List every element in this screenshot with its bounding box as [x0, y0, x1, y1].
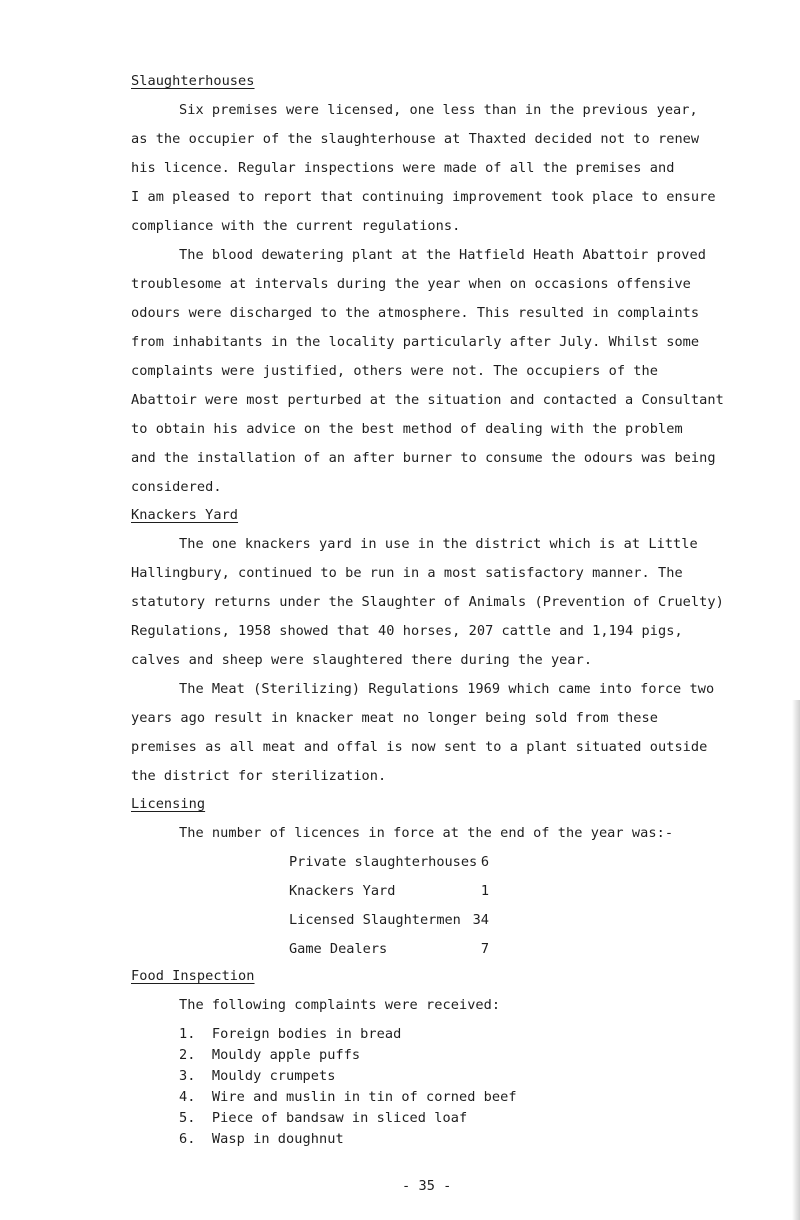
list-item: 4. Wire and muslin in tin of corned beef	[179, 1089, 517, 1105]
text-line: statutory returns under the Slaughter of Animals (Prevention of Cruelty)	[131, 594, 724, 610]
list-item: 2. Mouldy apple puffs	[179, 1047, 361, 1063]
licence-type: Private slaughterhouses	[289, 854, 478, 870]
text-line: to obtain his advice on the best method of dealing with the problem	[131, 421, 683, 437]
text-line: as the occupier of the slaughterhouse at Thaxted decided not to renew	[131, 131, 700, 147]
text-line: and the installation of an after burner to consume the odours was being	[131, 450, 716, 466]
text-line: The one knackers yard in use in the district which is at Little	[179, 536, 698, 552]
text-line: The blood dewatering plant at the Hatfield Heath Abattoir proved	[179, 247, 706, 263]
text-line: premises as all meat and offal is now sent to a plant situated outside	[131, 739, 708, 755]
text-line: I am pleased to report that continuing improvement took place to ensure	[131, 189, 716, 205]
section-heading-slaughterhouses: Slaughterhouses	[131, 73, 255, 89]
list-item: 6. Wasp in doughnut	[179, 1131, 344, 1147]
list-item: 3. Mouldy crumpets	[179, 1068, 336, 1084]
licence-count: 1	[480, 883, 489, 899]
licence-count: 34	[472, 912, 489, 928]
section-heading-licensing: Licensing	[131, 796, 206, 812]
text-line: compliance with the current regulations.	[131, 218, 461, 234]
list-item: 1. Foreign bodies in bread	[179, 1026, 402, 1042]
text-line: Hallingbury, continued to be run in a most satisfactory manner. The	[131, 565, 683, 581]
text-line: his licence. Regular inspections were made of all the premises and	[131, 160, 675, 176]
scan-edge-shadow	[792, 700, 800, 1220]
text-line: troublesome at intervals during the year when on occasions offensive	[131, 276, 691, 292]
text-line: complaints were justified, others were not. The occupiers of the	[131, 363, 658, 379]
list-item: 5. Piece of bandsaw in sliced loaf	[179, 1110, 468, 1126]
text-line: calves and sheep were slaughtered there during the year.	[131, 652, 593, 668]
text-line: The Meat (Sterilizing) Regulations 1969 which came into force two	[179, 681, 715, 697]
text-line: odours were discharged to the atmosphere. This resulted in complaints	[131, 305, 700, 321]
licence-type: Knackers Yard	[289, 883, 396, 899]
text-line: Abattoir were most perturbed at the situation and contacted a Consultant	[131, 392, 724, 408]
text-line: considered.	[131, 479, 222, 495]
licence-count: 6	[480, 854, 489, 870]
licensing-intro: The number of licences in force at the end of the year was:-	[179, 825, 674, 841]
section-heading-food-inspection: Food Inspection	[131, 968, 255, 984]
text-line: Regulations, 1958 showed that 40 horses, 207 cattle and 1,194 pigs,	[131, 623, 683, 639]
page-number: - 35 -	[402, 1178, 452, 1194]
licence-count: 7	[480, 941, 489, 957]
licence-type: Game Dealers	[289, 941, 388, 957]
text-line: years ago result in knacker meat no longer being sold from these	[131, 710, 658, 726]
text-line: Six premises were licensed, one less than in the previous year,	[179, 102, 698, 118]
licence-type: Licensed Slaughtermen	[289, 912, 461, 928]
text-line: from inhabitants in the locality particularly after July. Whilst some	[131, 334, 700, 350]
food-inspection-intro: The following complaints were received:	[179, 997, 501, 1013]
text-line: the district for sterilization.	[131, 768, 387, 784]
section-heading-knackers-yard: Knackers Yard	[131, 507, 239, 523]
